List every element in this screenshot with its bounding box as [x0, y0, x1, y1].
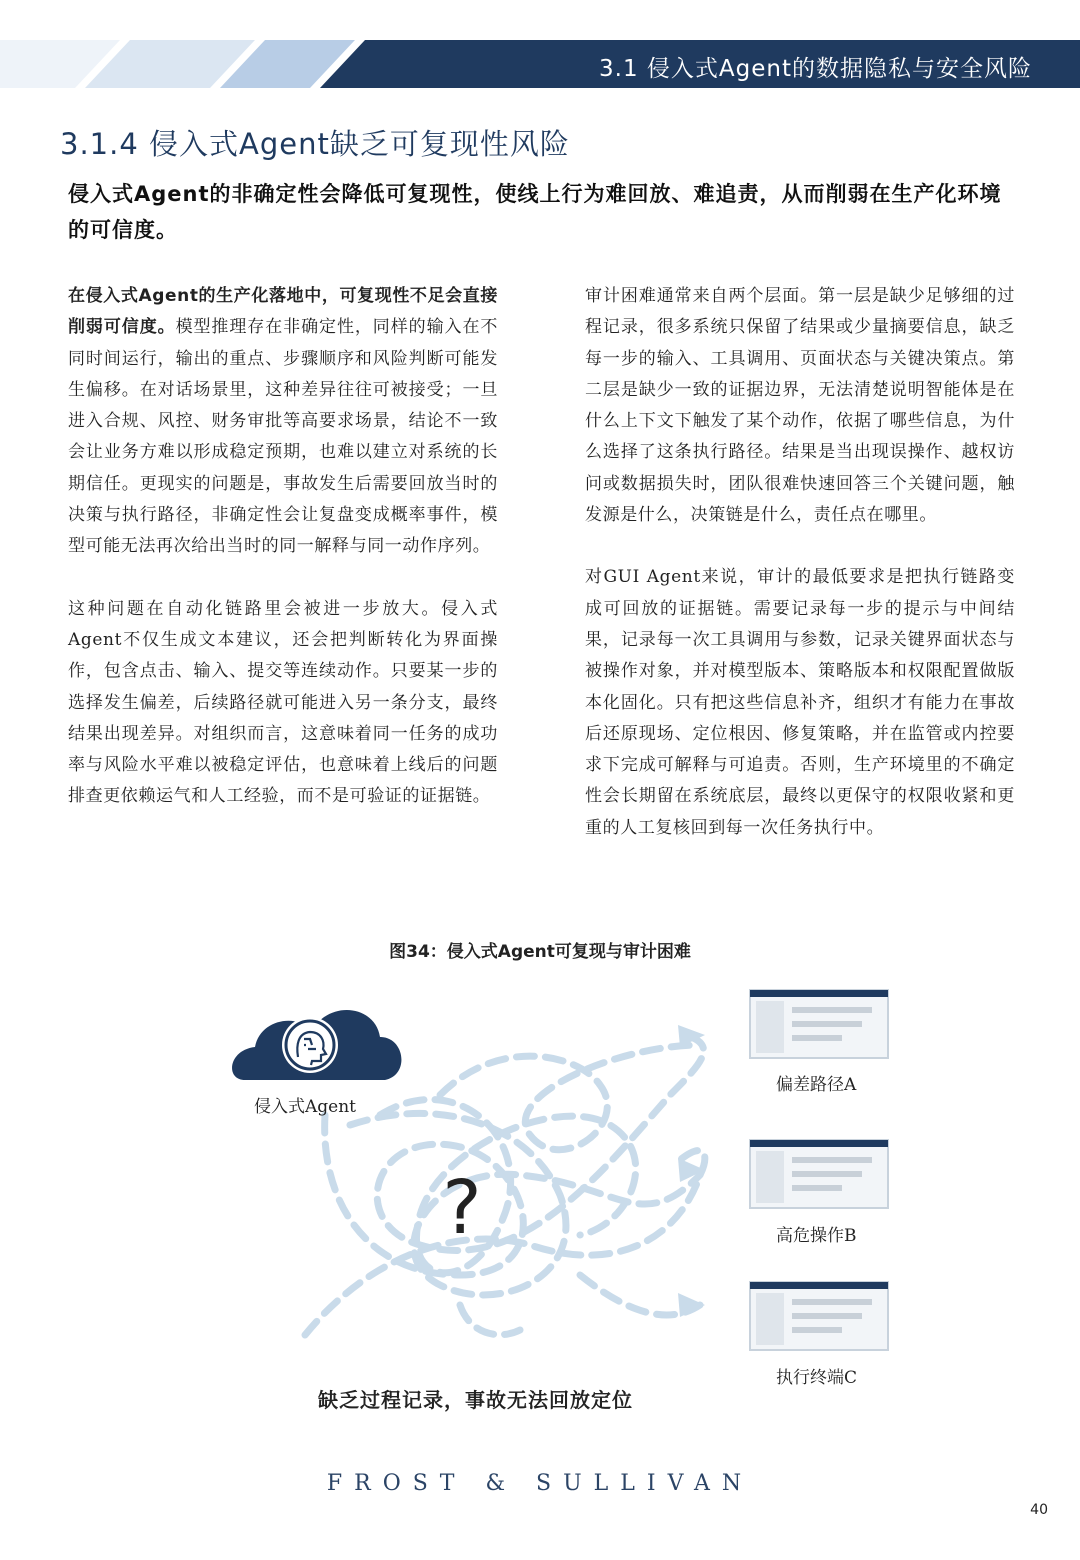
right-column	[585, 281, 1015, 875]
cloud-icon	[232, 1010, 401, 1080]
window-icon-b	[750, 1140, 888, 1208]
reproducibility-diagram	[200, 975, 920, 1415]
tangled-path-7	[460, 1305, 520, 1335]
agent-label: 侵入式Agent	[254, 1097, 356, 1117]
header-section-label: 3.1 侵入式Agent的数据隐私与安全风险	[599, 56, 1032, 82]
outcome-label-b: 高危操作B	[776, 1226, 857, 1246]
page-number: 40	[1030, 1502, 1048, 1518]
section-title: 3.1.4 侵入式Agent缺乏可复现性风险	[60, 127, 570, 161]
lead-paragraph: 侵入式Agent的非确定性会降低可复现性，使线上行为难回放、难追责，从而削弱在生产化环境的可信度。	[68, 182, 1002, 242]
window-icon-c	[750, 1282, 888, 1350]
tangled-path-5	[440, 1045, 700, 1150]
right-paragraph-1: 审计困难通常来自两个层面。第一层是缺少足够细的过程记录，很多系统只保留了结果或少量摘要信息，缺乏每一步的输入、工具调用、页面状态与关键决策点。第二层是缺少一致的证据边界，无法清楚说明智能体是在什么上下文下触发了某个动作，依据了哪些信息，为什么选择了这条执行路径。结果是当出现误操作、越权访问或数据损失时，团队很难快速回答三个关键问题，触发源是什么，决策链是什么，责任点在哪里。	[585, 286, 1015, 526]
question-mark: ?	[442, 1165, 482, 1251]
right-paragraph-2: 对GUI Agent来说，审计的最低要求是把执行链路变成可回放的证据链。需要记录每一步的提示与中间结果，记录每一次工具调用与参数，记录关键界面状态与被操作对象，并对模型版本、策略版本和权限配置做版本化固化。只有把这些信息补齐，组织才有能力在事故后还原现场、定位根因、修复策略，并在监管或内控要求下完成可解释与可追责。否则，生产环境里的不确定性会长期留在系统底层，最终以更保守的权限收紧和更重的人工复核回到每一次任务执行中。	[585, 567, 1015, 838]
diagram-bottom-caption: 缺乏过程记录，事故无法回放定位	[318, 1388, 633, 1412]
window-icon-a	[750, 990, 888, 1058]
outcome-label-a: 偏差路径A	[776, 1075, 857, 1095]
outcome-label-c: 执行终端C	[776, 1368, 858, 1388]
left-paragraph-1	[68, 281, 498, 563]
left-paragraph-2: 这种问题在自动化链路里会被进一步放大。侵入式Agent不仅生成文本建议，还会把判断转化为界面操作，包含点击、输入、提交等连续动作。只要某一步的选择发生偏差，后续路径就可能进入另一条分支，最终结果出现差异。对组织而言，这意味着同一任务的成功率与风险水平难以被稳定评估，也意味着上线后的问题排查更依赖运气和人工经验，而不是可验证的证据链。	[68, 598, 498, 807]
left-column	[68, 281, 498, 844]
brand-logo-text: FROST & SULLIVAN	[326, 1471, 754, 1496]
left-paragraph-1-bold: 在侵入式Agent的生产化落地中，可复现性不足会直接削弱可信度。	[68, 286, 498, 338]
figure-caption: 图34：侵入式Agent可复现与审计困难	[389, 942, 691, 962]
tangled-path-2	[350, 1113, 700, 1295]
left-paragraph-1-rest: 模型推理存在非确定性，同样的输入在不同时间运行，输出的重点、步骤顺序和风险判断可能发生偏移。在对话场景里，这种差异往往可被接受；一旦进入合规、风控、财务审批等高要求场景，结论不一致会让业务方难以形成稳定预期，也难以建立对系统的长期信任。更现实的问题是，事故发生后需要回放当时的决策与执行路径，非确定性会让复盘变成概率事件，模型可能无法再次给出当时的同一解释与同一动作序列。	[68, 317, 498, 557]
